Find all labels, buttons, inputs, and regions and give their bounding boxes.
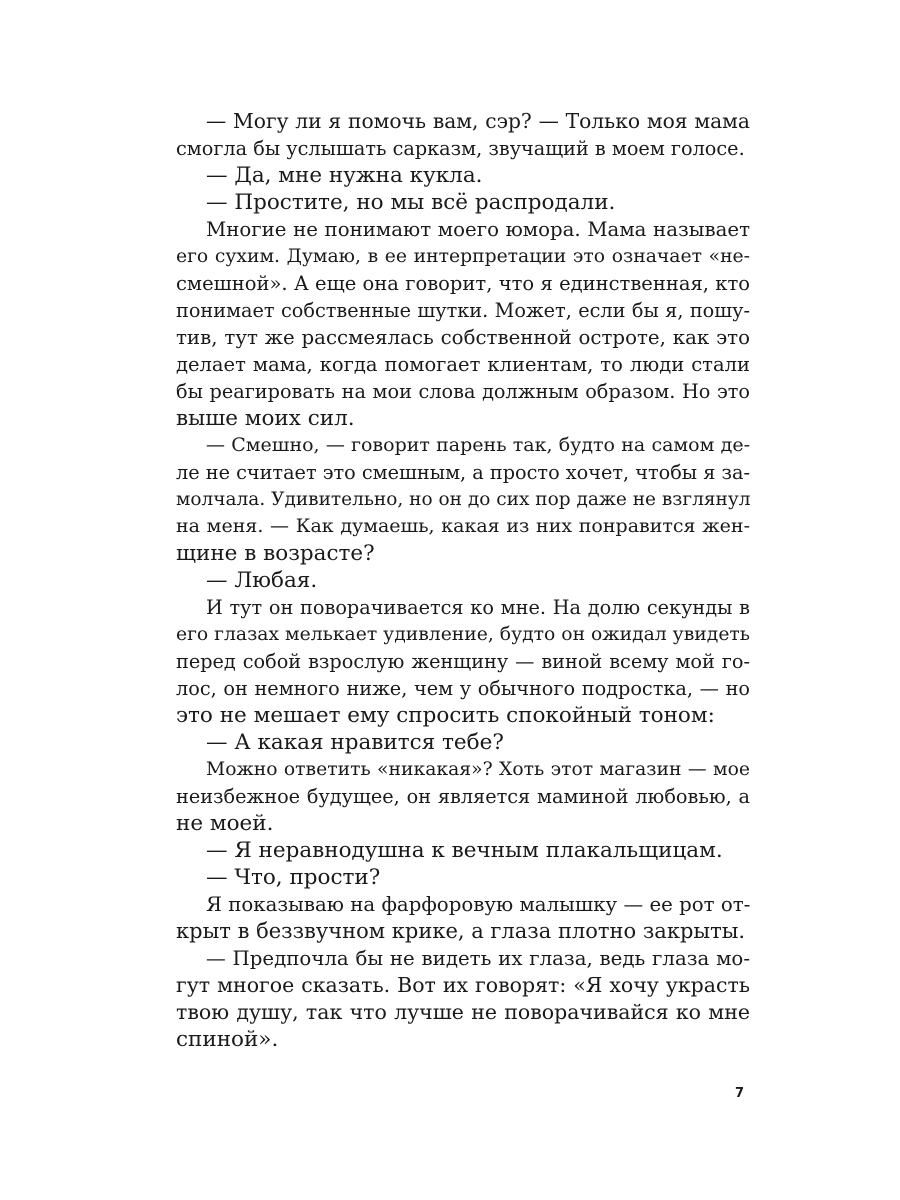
body-text xyxy=(176,108,750,1053)
text-line: щине в возрасте? xyxy=(176,541,375,566)
text-line: понимает собственные шутки. Может, если бы я, пошу- xyxy=(176,299,750,322)
text-line: лос, он немного ниже, чем у обычного подростка, — но xyxy=(176,677,750,700)
page-number: 7 xyxy=(735,1086,745,1101)
text-line: неизбежное будущее, он является маминой любовью, а xyxy=(176,785,750,808)
text-line: выше моих сил. xyxy=(176,406,355,431)
text-line: смогла бы услышать сарказм, звучащий в моем голосе. xyxy=(176,137,745,160)
text-line: Можно ответить «никакая»? Хоть этот магазин — мое xyxy=(206,759,750,780)
text-line: это не мешает ему спросить спокойный тоном: xyxy=(176,703,715,728)
text-line: делает мама, когда помогает клиентам, то люди стали xyxy=(176,353,750,376)
text-line: смешной». А еще она говорит, что я единственная, кто xyxy=(176,272,750,295)
text-line: — Смешно, — говорит парень так, будто на самом де- xyxy=(206,434,750,456)
text-line: — А какая нравится тебе? xyxy=(206,730,504,755)
text-line: — Я неравнодушна к вечным плакальщицам. xyxy=(206,838,723,863)
text-line: — Простите, но мы всё распродали. xyxy=(206,190,616,215)
text-line: ле не считает это смешным, а просто хочет, чтобы я за- xyxy=(176,461,750,484)
text-line: спиной». xyxy=(176,1027,279,1052)
text-line: Я показываю на фарфоровую малышку — ее рот от- xyxy=(206,893,751,916)
text-line: бы реагировать на мои слова должным образом. Но это xyxy=(176,380,750,403)
text-line: на меня. — Как думаешь, какая из них понравится жен- xyxy=(176,515,750,537)
text-line: не моей. xyxy=(176,811,274,836)
text-line: тив, тут же рассмеялась собственной остроте, как это xyxy=(176,326,750,349)
text-line: — Любая. xyxy=(206,568,318,593)
text-line: крыт в беззвучном крике, а глаза плотно закрыты. xyxy=(176,919,746,943)
text-line: гут многое сказать. Вот их говорят: «Я хочу украсть xyxy=(176,973,750,997)
text-line: — Что, прости? xyxy=(206,865,381,890)
text-line: И тут он поворачивается ко мне. На долю секунды в xyxy=(206,596,750,619)
text-line: молчала. Удивительно, но он до сих пор даже не взглянул xyxy=(176,489,751,510)
text-line: его сухим. Думаю, в ее интерпретации это означает «не- xyxy=(176,246,750,267)
text-line: — Предпочла бы не видеть их глаза, ведь глаза мо- xyxy=(206,947,750,970)
text-line: Многие не понимают моего юмора. Мама называет xyxy=(206,218,750,241)
text-line: перед собой взрослую женщину — виной всему мой го- xyxy=(176,650,750,673)
text-line: его глазах мелькает удивление, будто он ожидал увидеть xyxy=(176,624,750,645)
text-line: твою душу, так что лучше не поворачивайся ко мне xyxy=(176,1000,750,1024)
text-line: — Могу ли я помочь вам, сэр? — Только моя мама xyxy=(206,109,750,133)
text-line: — Да, мне нужна кукла. xyxy=(206,163,483,188)
